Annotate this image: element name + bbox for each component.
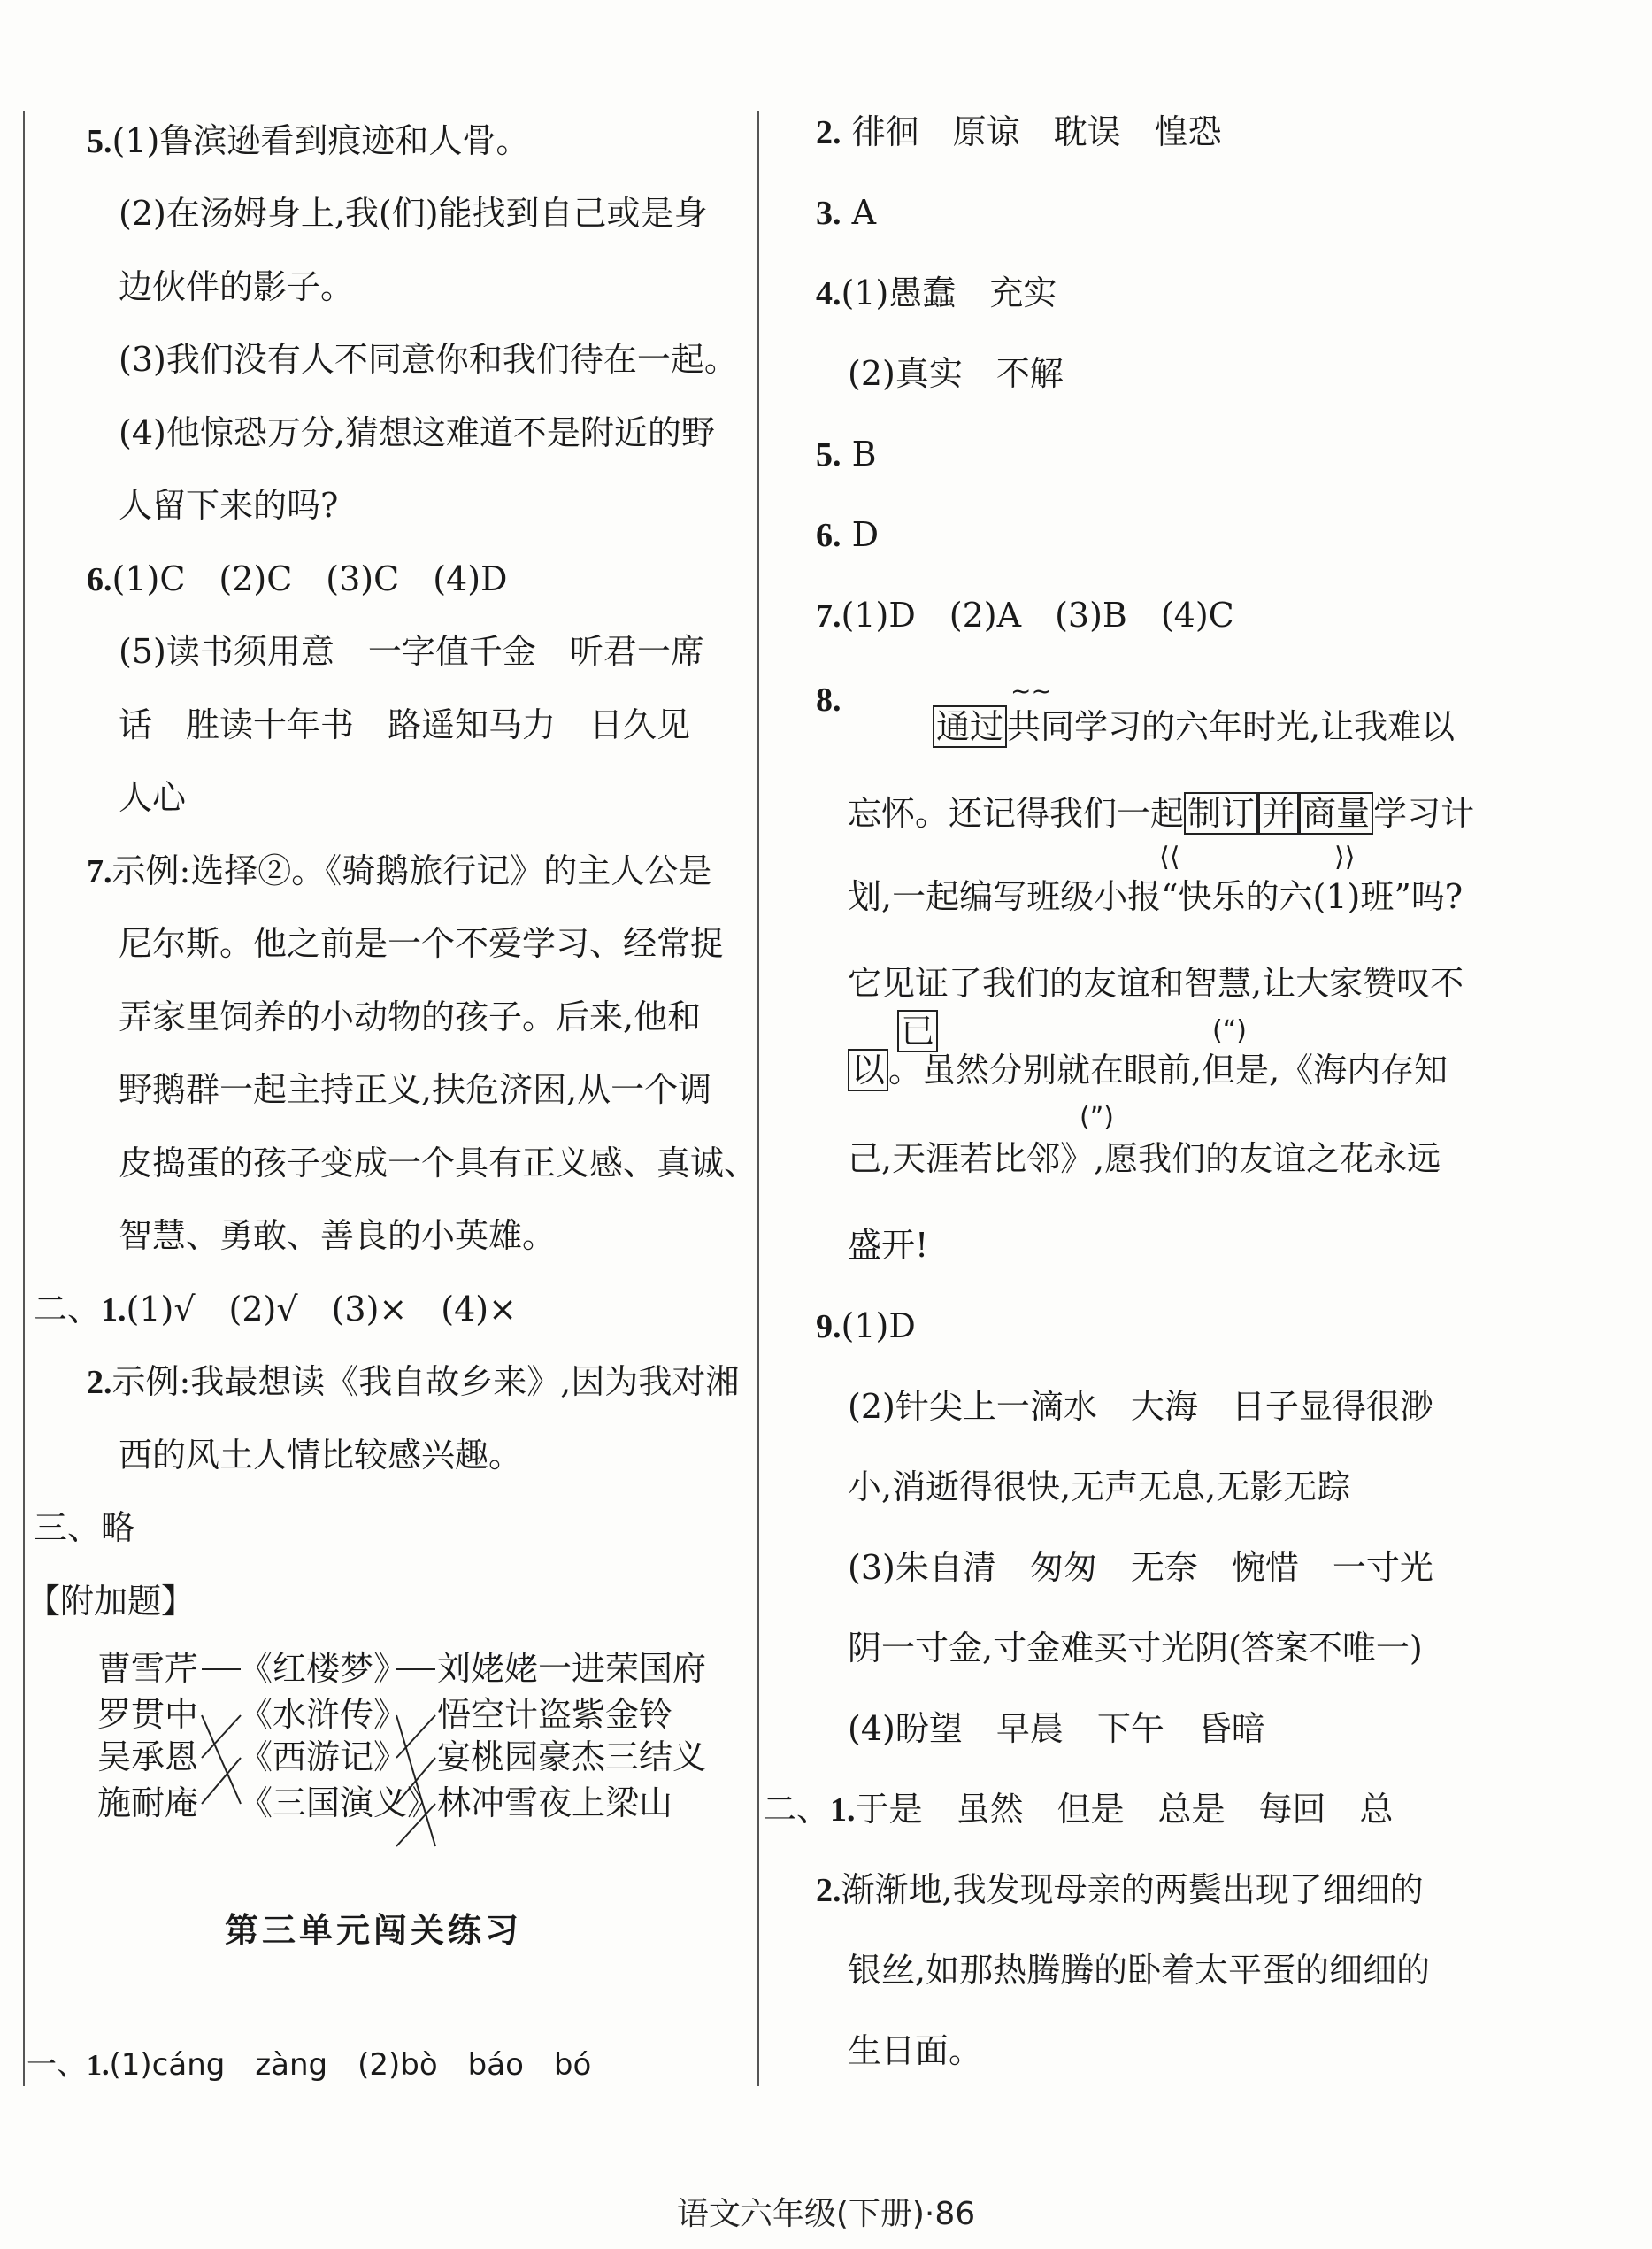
q5-line5: (4)他惊恐万分,猜想这难道不是附近的野: [119, 413, 715, 452]
unit-title: 第三单元闯关练习: [225, 1911, 523, 1950]
q7-line1: 7.示例:选择②。《骑鹅旅行记》的主人公是: [87, 851, 712, 890]
boxed-word-2: 制订: [1184, 792, 1258, 835]
match-line-2b: [202, 1715, 241, 1758]
boxed-word-1: 通过: [933, 705, 1007, 748]
book-1: 《红楼梦》: [239, 1649, 408, 1688]
r-section2-q2-line1: 2.渐渐地,我发现母亲的两鬓出现了细细的: [816, 1870, 1424, 1909]
section2-q2-line1: 2.示例:我最想读《我自故乡来》,因为我对湘: [87, 1362, 740, 1401]
column-divider: [757, 111, 759, 2086]
q7-line2: 尼尔斯。他之前是一个不爱学习、经常捉: [119, 924, 725, 963]
r-q8-line4: 它见证了我们的友谊和智慧,让大家赞叹不: [848, 964, 1464, 1003]
r-q9-line6: (4)盼望 早晨 下午 昏暗: [848, 1709, 1265, 1748]
r-q8-correction: [897, 1011, 938, 1051]
story-3: 宴桃园豪杰三结义: [437, 1737, 707, 1776]
book-2: 《水浒传》: [239, 1695, 408, 1734]
q7-line3: 弄家里饲养的小动物的孩子。后来,他和: [119, 997, 702, 1036]
q7-line6: 智慧、勇敢、善良的小英雄。: [119, 1216, 557, 1255]
r-q9-line3: 小,消逝得很快,无声无息,无影无踪: [848, 1467, 1351, 1506]
r-q9-line2: (2)针尖上一滴水 大海 日子显得很渺: [848, 1387, 1433, 1426]
story-2: 悟空计盗紫金铃: [437, 1695, 673, 1734]
story-4: 林冲雪夜上梁山: [437, 1783, 673, 1822]
r-q6: 6. D: [816, 515, 880, 554]
q7-line4: 野鹅群一起主持正义,扶危济困,从一个调: [119, 1070, 712, 1109]
r-q8-line3: 划,一起编写班级小报“快乐的六(1)班”吗?: [848, 877, 1464, 916]
boxed-correction: 已: [897, 1010, 938, 1052]
book-3: 《西游记》: [239, 1737, 408, 1776]
page-footer: 语文六年级(下册)·86: [676, 2196, 976, 2232]
r-q8-line7: 盛开!: [848, 1226, 929, 1265]
section2-q1: 二、1.(1)√ (2)√ (3)× (4)×: [34, 1290, 517, 1329]
q6-line3: 话 胜读十年书 路遥知马力 日久见: [119, 705, 691, 744]
proofread-quote-mark-1-icon: (“): [1212, 1015, 1247, 1046]
r-q9-line1: 9.(1)D: [816, 1306, 916, 1345]
r-q5: 5. B: [816, 435, 877, 474]
r-section2-q2-line3: 生日面。: [848, 2031, 983, 2070]
author-4: 施耐庵: [97, 1783, 199, 1822]
q6-line1: 6.(1)C (2)C (3)C (4)D: [87, 559, 508, 598]
q5-line4: (3)我们没有人不同意你和我们待在一起。: [119, 340, 738, 379]
r-q7: 7.(1)D (2)A (3)B (4)C: [816, 596, 1234, 635]
r-q9-line4: (3)朱自清 匆匆 无奈 惋惜 一寸光: [848, 1548, 1433, 1587]
proofread-circle-mark-1-icon: ⟨⟨: [1159, 842, 1180, 873]
r-section2-q1: 二、1.于是 虽然 但是 总是 每回 总: [763, 1790, 1394, 1829]
proofread-circle-mark-2-icon: ⟩⟩: [1334, 842, 1356, 873]
section2-q2-line2: 西的风土人情比较感兴趣。: [119, 1436, 523, 1475]
insert-mark-icon: ~~: [1010, 676, 1052, 705]
q5-line2: (2)在汤姆身上,我(们)能找到自己或是身: [119, 194, 708, 233]
r-q4-line2: (2)真实 不解: [848, 354, 1064, 393]
r-q9-line5: 阴一寸金,寸金难买寸光阴(答案不唯一): [848, 1629, 1423, 1667]
r-q8-line5: 以 。虽然分别就在眼前,但是,《海内存知: [848, 1050, 1448, 1090]
q5-line1: 5.(1)鲁滨逊看到痕迹和人骨。: [87, 121, 530, 160]
r-section2-q2-line2: 银丝,如那热腾腾的卧着太平蛋的细细的: [848, 1951, 1431, 1990]
q6-line4: 人心: [119, 778, 187, 817]
r-q3: 3. A: [816, 193, 877, 232]
section3: 三、略: [34, 1508, 135, 1547]
r-q8-line1: 通过 共同学习的六年时光,让我难以: [933, 706, 1455, 747]
r-q4-line1: 4.(1)愚蠢 充实: [816, 273, 1057, 312]
boxed-word-3: 并: [1258, 792, 1299, 835]
author-1: 曹雪芹: [97, 1649, 199, 1688]
r-q8-line2: 忘怀。还记得我们一起 制订 并 商量 学习计: [848, 794, 1475, 833]
author-3: 吴承恩: [97, 1737, 199, 1776]
story-1: 刘姥姥一进荣国府: [437, 1649, 707, 1688]
left-margin-rule: [23, 111, 25, 2086]
matching-exercise: [97, 1644, 743, 1866]
match-line-2a: [202, 1715, 241, 1804]
proofread-quote-mark-2-icon: (”): [1080, 1102, 1114, 1133]
q7-line5: 皮捣蛋的孩子变成一个具有正义感、真诚、: [119, 1144, 758, 1182]
section1-q1: 一、1.(1)cáng zàng (2)bò báo bó: [27, 2047, 592, 2083]
r-q2: 2. 徘徊 原谅 耽误 惶恐: [816, 112, 1222, 151]
q5-line6: 人留下来的吗?: [119, 486, 339, 525]
author-2: 罗贯中: [97, 1695, 199, 1734]
bonus-heading: 【附加题】: [27, 1582, 196, 1621]
q5-line3: 边伙伴的影子。: [119, 267, 355, 306]
q6-line2: (5)读书须用意 一字值千金 听君一席: [119, 632, 704, 671]
match-line-2c: [202, 1758, 241, 1804]
book-4: 《三国演义》: [239, 1783, 442, 1822]
r-q8-number: 8.: [816, 682, 841, 719]
boxed-word-6: 以: [848, 1049, 888, 1091]
r-q8-line6: 己,天涯若比邻》,愿我们的友谊之花永远: [848, 1139, 1441, 1178]
boxed-word-4: 商量: [1299, 792, 1373, 835]
